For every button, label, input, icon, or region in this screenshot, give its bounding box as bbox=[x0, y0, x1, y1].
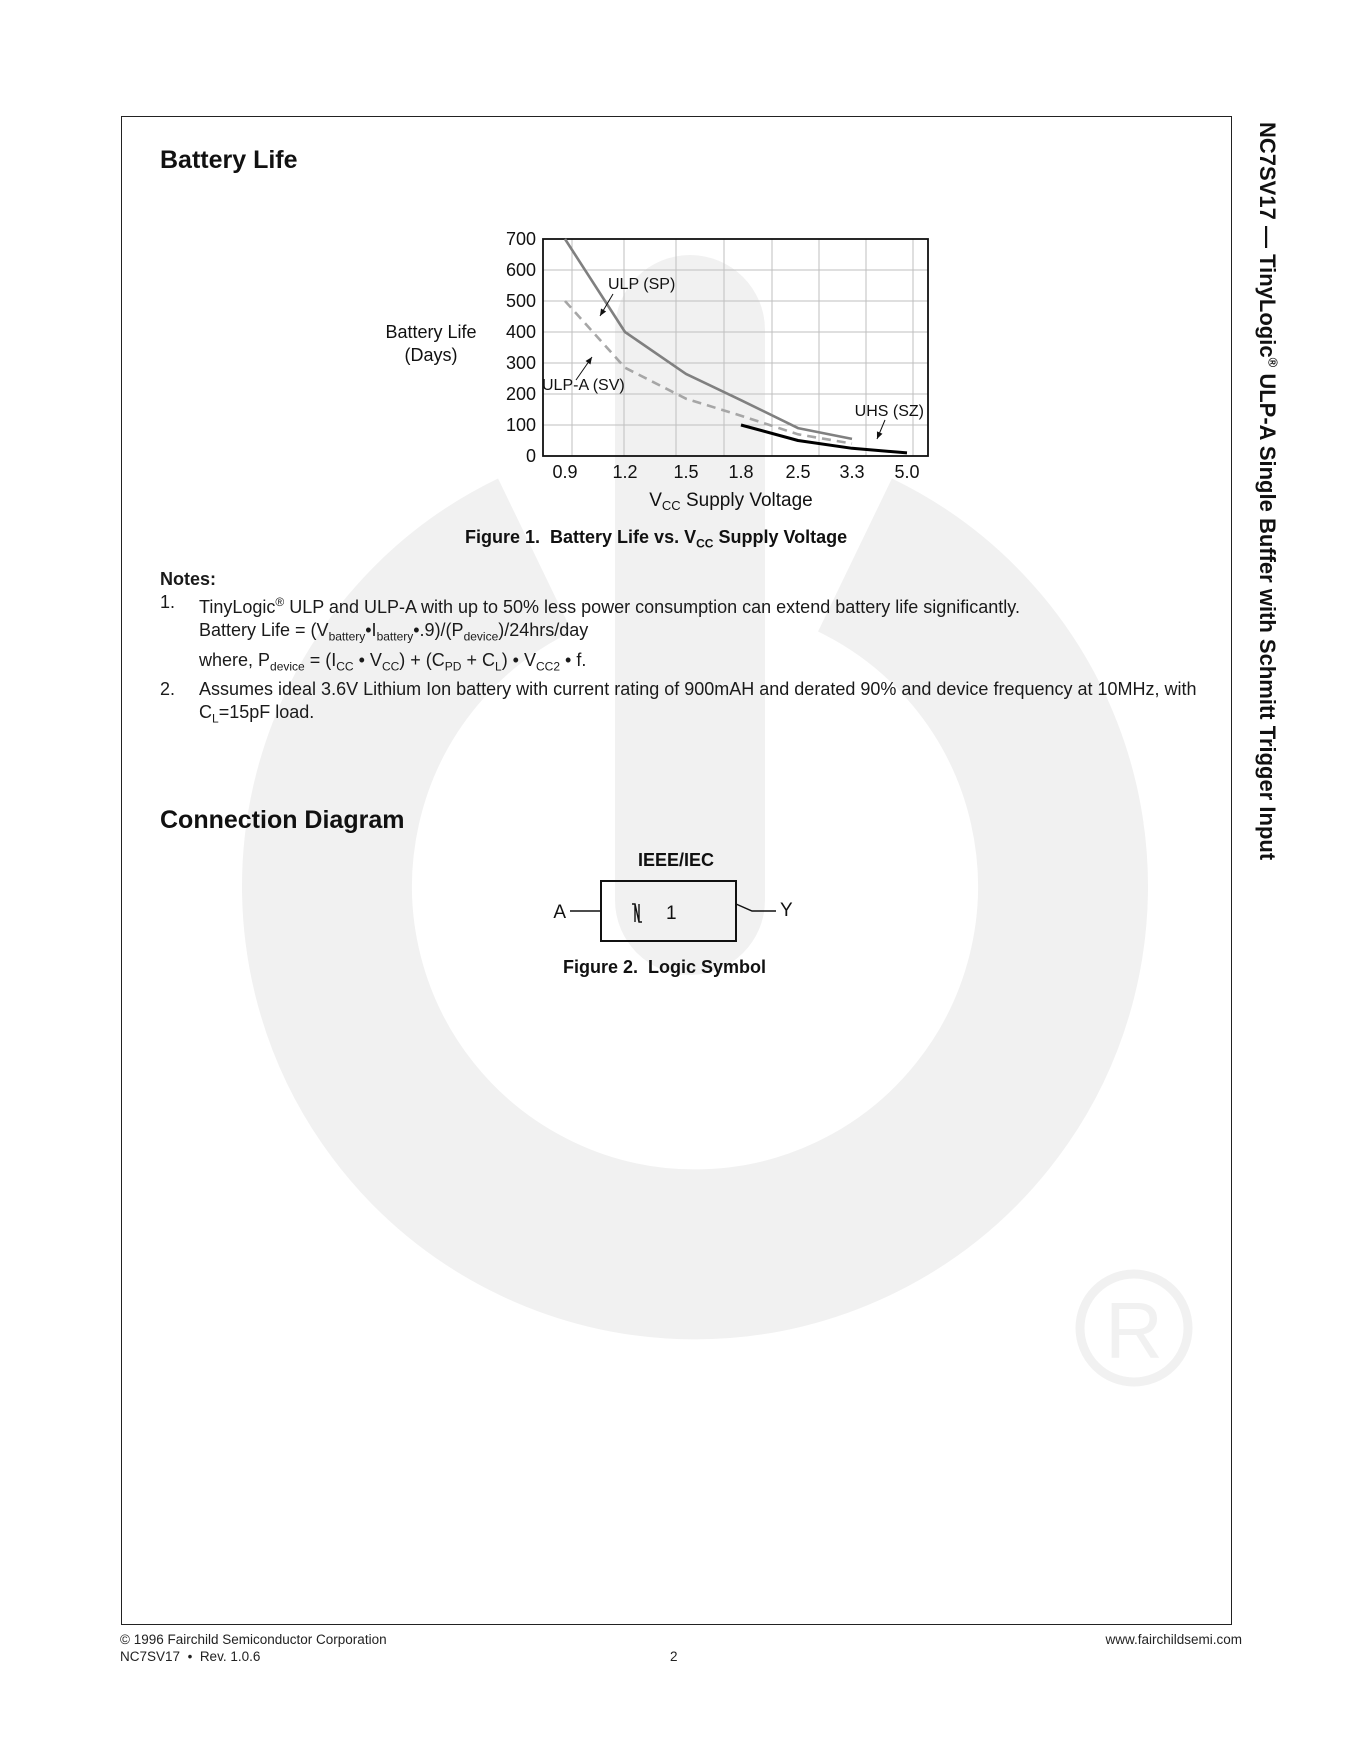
footer-doc-rev: NC7SV17 • Rev. 1.0.6 bbox=[120, 1649, 261, 1664]
y-tick-label: 400 bbox=[505, 322, 536, 342]
output-line bbox=[736, 904, 776, 911]
x-axis-label: $V_{CC}$ Supply Voltage bbox=[649, 490, 813, 513]
battery-life-chart bbox=[360, 220, 960, 520]
y-tick-label: 500 bbox=[505, 291, 536, 311]
footer-url: www.fairchildsemi.com bbox=[1105, 1632, 1242, 1647]
ulp-sp-pointer-head bbox=[600, 308, 606, 316]
note-2: 2. Assumes ideal 3.6V Lithium Ion battery with current rating of 900mAH and derated 90% and device frequency at 10MHz, with $C_L=15pF$ load. bbox=[160, 679, 1197, 726]
ulp-sp-series-line bbox=[565, 239, 852, 439]
x-tick-label: 1.8 bbox=[728, 462, 754, 482]
y-axis-label: Battery Life bbox=[385, 322, 477, 342]
x-tick-label: 1.5 bbox=[673, 462, 699, 482]
function-label: 1 bbox=[666, 903, 677, 924]
x-tick-label: 2.5 bbox=[785, 462, 811, 482]
note-1: 1. TinyLogic® ULP and ULP-A with up to 50% less power consumption can extend battery life significantly. Battery Life = $(V_{battery}•I_{battery}•.9)/(P_{device})/24hrs$/day where, $P_{device} = (I_{CC}$ • $V_{CC}) + (C_{PD} + C_L)$ • $V_{CC2}$ • f. bbox=[160, 591, 1220, 678]
svg-text:R: R bbox=[1105, 1286, 1163, 1375]
figure2-caption: Figure 2. Logic Symbol bbox=[563, 957, 767, 977]
ieee-iec-label: IEEE/IEC bbox=[637, 850, 715, 870]
ulp-a-sv-label: ULP-A (SV) bbox=[542, 377, 625, 394]
input-a-label: A bbox=[553, 902, 566, 923]
ulp-a-sv-series-line bbox=[565, 301, 852, 444]
figure1-caption: Figure 1. Battery Life vs. $V_{CC}$ Supply Voltage bbox=[465, 527, 848, 551]
x-tick-label: 5.0 bbox=[894, 462, 920, 482]
y-tick-label: 300 bbox=[505, 353, 536, 373]
y-tick-label: 0 bbox=[525, 446, 536, 466]
battery-life-chart-svg bbox=[360, 220, 960, 520]
y-axis-label-unit: (Days) bbox=[404, 345, 458, 365]
ulp-sp-label: ULP (SP) bbox=[608, 276, 676, 293]
x-tick-label: 0.9 bbox=[552, 462, 578, 482]
notes-block bbox=[160, 568, 1220, 731]
footer-copyright: © 1996 Fairchild Semiconductor Corporation bbox=[120, 1632, 387, 1647]
y-tick-label: 200 bbox=[505, 384, 536, 404]
battery-life-formula: Battery Life = $(V_{battery}•I_{battery}•.9)/(P_{device})/24hrs$/day bbox=[199, 620, 589, 644]
footer-left bbox=[120, 1631, 387, 1665]
notes-title: Notes: bbox=[160, 569, 217, 589]
logic-symbol-diagram bbox=[540, 840, 800, 950]
y-tick-label: 100 bbox=[505, 415, 536, 435]
x-tick-label: 3.3 bbox=[839, 462, 865, 482]
y-tick-label: 700 bbox=[505, 229, 536, 249]
x-tick-label: 1.2 bbox=[612, 462, 638, 482]
schmitt-trigger-icon bbox=[632, 904, 642, 922]
battery-life-heading: Battery Life bbox=[160, 146, 298, 174]
plot-frame bbox=[543, 239, 928, 456]
y-tick-label: 600 bbox=[505, 260, 536, 280]
footer-page-number: 2 bbox=[670, 1649, 678, 1664]
uhs-sz-label: UHS (SZ) bbox=[854, 403, 924, 420]
document-side-title: NC7SV17 — TinyLogic® ULP-A Single Buffer with Schmitt Trigger Input bbox=[1255, 122, 1281, 861]
connection-diagram-heading: Connection Diagram bbox=[160, 806, 405, 834]
device-power-formula: where, $P_{device} = (I_{CC}$ • $V_{CC}) + (C_{PD} + C_L)$ • $V_{CC2}$ • f. bbox=[199, 649, 587, 674]
output-y-label: Y bbox=[780, 900, 793, 921]
